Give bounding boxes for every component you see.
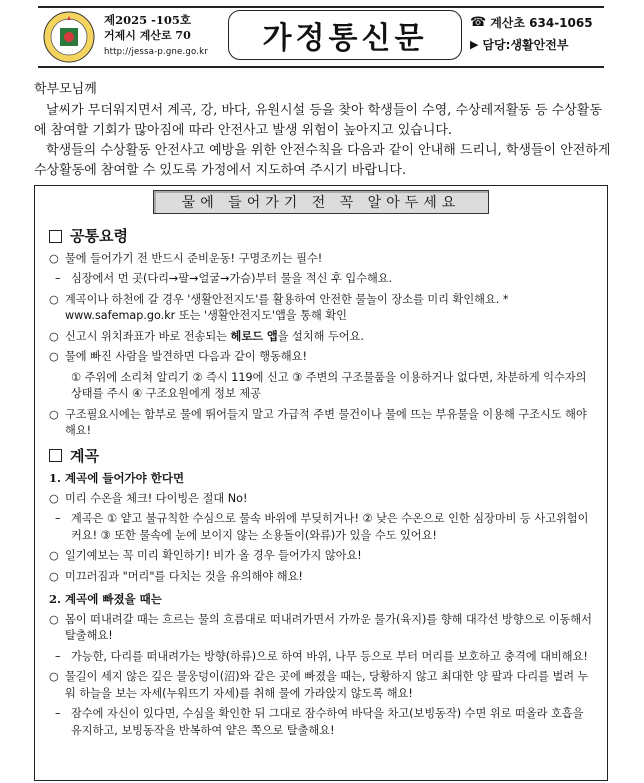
header-contact (470, 12, 606, 56)
page-title: 가정통신문 (262, 21, 428, 56)
list-item: ○ 물에 들어가기 전 반드시 준비운동! 구명조끼는 필수! (49, 251, 323, 265)
square-bullet-icon (49, 230, 62, 243)
list-item: ○ 미리 수온을 체크! 다이빙은 절대 No! (49, 491, 248, 505)
safety-content (49, 228, 597, 743)
app-name: 헤로드 앱 (230, 329, 278, 343)
list-item: ○ 미끄러짐과 "머리"를 다치는 것을 유의해야 해요! (49, 569, 303, 583)
banner (153, 190, 489, 214)
intro (34, 80, 614, 181)
triangle-bullet-icon: ▶ (470, 38, 479, 51)
list-subitem: – 계곡은 ① 얕고 불규칙한 수심으로 물속 바위에 부딪히거나! ② 낮은 수온으로 인한 심장마비 등 사고위험이 커요! ③ 또한 물속에 눈에 보이지 않는 소용돌이(와류)가 있을 수도 있어요! (55, 512, 589, 542)
list-item: ○ 일기예보는 꼭 미리 확인하기! 비가 올 경우 들어가지 않아요! (49, 549, 362, 562)
list-subitem: – 잠수에 자신이 있다면, 수심을 확인한 뒤 그대로 잠수하여 바닥을 차고(보빙동작) 수면 위로 떠올라 호흡을 유지하고, 보빙동작을 반복하여 얕은 쪽으로 탈출해요! (55, 707, 584, 737)
school-address: 거제시 계산로 70 (104, 29, 191, 42)
list-item: ○ 물에 빠진 사람을 발견하면 다음과 같이 행동해요! (49, 350, 307, 363)
header-info (104, 12, 244, 60)
intro-paragraph-2: 학생들의 수상활동 안전사고 예방을 위한 안전수칙을 다음과 같이 안내해 드리니, 학생들이 안전하게 수상활동에 참여할 수 있도록 가정에서 지도하여 주시기 바랍니다. (34, 143, 611, 178)
banner-text: 물에 들어가기 전 꼭 알아두세요 (181, 195, 461, 211)
issue-number: 제2025 -105호 (104, 13, 192, 27)
subsection-heading: 1. 계곡에 들어가야 한다면 (49, 471, 185, 485)
school-logo (38, 10, 100, 64)
page-title-box (228, 10, 462, 60)
phone-number: 계산초 634-1065 (490, 16, 593, 30)
list-item: ○ 신고시 위치좌표가 바로 전송되는 헤로드 앱을 설치해 두어요. (49, 329, 364, 343)
list-subitem: – 심장에서 먼 곳(다리→팔→얼굴→가슴)부터 물을 적신 후 입수해요. (55, 272, 393, 285)
section-heading-valley: 계곡 (49, 448, 597, 465)
safety-box (34, 185, 608, 781)
phone-icon: ☎ (470, 15, 487, 30)
list-item: ○ 몸이 떠내려갈 때는 흐르는 물의 흐름대로 떠내려가면서 가까운 물가(육지)를 향해 대각선 방향으로 이동해서 탈출해요! (49, 612, 592, 642)
list-item: ○ 구조필요시에는 함부로 물에 뛰어들지 말고 가급적 주변 물건이나 물에 뜨는 부유물을 이용해 구조시도 해야 해요! (49, 407, 587, 437)
greeting: 학부모님께 (34, 82, 97, 97)
subsection-heading: 2. 계곡에 빠졌을 때는 (49, 592, 162, 606)
list-item: ○ 물길이 세지 않은 깊은 물웅덩이(沼)와 같은 곳에 빠졌을 때는, 당황하지 않고 최대한 양 팔과 다리를 벌려 누워 하늘을 보는 자세(누워뜨기 자세)를 취해 물에 가라앉지 않도록 해요! (49, 670, 589, 700)
section-heading-common: 공통요령 (49, 228, 597, 245)
list-item: ○ 계곡이나 하천에 갈 경우 '생활안전지도'를 활용하여 안전한 물놀이 장소를 미리 확인해요. * www.safemap.go.kr 또는 '생활안전지도'앱을 통해 확인 (49, 292, 509, 322)
department: 담당:생활안전부 (482, 38, 569, 52)
header (38, 6, 604, 68)
intro-paragraph-1: 날씨가 무더워지면서 계곡, 강, 바다, 유원시설 등을 찾아 학생들이 수영, 수상레저활동 등 수상활동에 참여할 기회가 많아짐에 따라 안전사고 발생 위험이 높아지고 있습니다. (34, 103, 602, 138)
school-url[interactable]: http://jessa-p.gne.go.kr (104, 47, 208, 57)
list-subitem: ① 주위에 소리쳐 알리기 ② 즉시 119에 신고 ③ 주변의 구조물품을 이용하거나 없다면, 차분하게 익수자의 상태를 주시 ④ 구조요원에게 정보 제공 (71, 370, 587, 400)
square-bullet-icon (49, 449, 62, 462)
list-subitem: – 가능한, 다리를 떠내려가는 방향(하류)으로 하여 바위, 나무 등으로 부터 머리를 보호하고 충격에 대비해요! (55, 649, 588, 663)
